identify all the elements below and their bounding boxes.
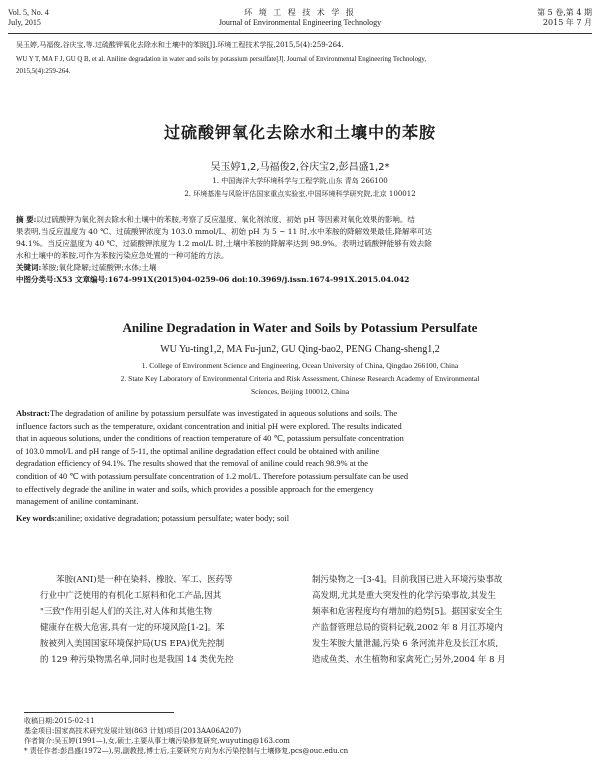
body-line: 造成鱼类、水生植物和家禽死亡;另外,2004 年 8 月 [312,655,506,665]
abstract-en-line: influence factors such as the temperature, oxidant concentration and initial pH were explored. The results indicated [16,421,402,431]
abstract-en-line: The degradation of aniline by potassium persulfate was investigated in aqueous solutions and soils. The [49,409,398,418]
authors-en: WU Yu-ting1,2, MA Fu-jun2, GU Qing-bao2, PENG Chang-sheng1,2 [160,344,440,355]
footnote-author: 作者简介:吴玉婷(1991—),女,硕士,主要从事土壤污染修复研究,wuyuting@163.com [24,737,290,745]
citation-en-line1: WU Y T, MA F J, GU Q B, et al. Aniline degradation in water and soils by potassium persulfate[J]. Journal of Environmental Engineering Technology, [16,56,427,63]
keywords-zh: 苯胺;氧化降解;过硫酸钾;水体;土壤 [41,263,157,272]
footnotes [24,716,348,756]
affiliation-zh-1: 1. 中国海洋大学环境科学与工程学院,山东 青岛 266100 [212,177,388,185]
journal-name-zh: 环 境 工 程 技 术 学 报 [244,8,356,17]
abstract-zh-label: 摘 要: [16,215,37,224]
header-volume: Vol. 5, No. 4 July, 2015 [8,8,49,27]
body-line: 苯胺(ANI)是一种在染料、橡胶、军工、医药等 [56,575,233,585]
abstract-en-line: condition of 40 ℃ with potassium persulfate concentration of 1.2 mol/L. Therefore potassium persulfate can be used [16,471,409,481]
body-line: 制污染物之一[3-4]。目前我国已进入环境污染事故 [312,575,503,585]
keywords-zh-label: 关键词: [16,263,42,272]
body-line: 行业中广泛使用的有机化工原料和化工产品,因其 [40,591,222,601]
header-issue: 第 5 卷,第 4 期 2015 年 7 月 [537,8,592,27]
citation-zh: 吴玉婷,马福俊,谷庆宝,等.过硫酸钾氧化去除水和土壤中的苯胺[J].环境工程技术学报,2015,5(4):259-264. [16,41,344,49]
header-journal [0,8,600,28]
body-line: 产监督管理总局的资料记载,2002 年 8 月江苏境内 [312,623,503,633]
affiliation-en-3: Sciences, Beijing 100012, China [250,387,350,396]
footnote-funding: 基金项目:国家高技术研究发展计划(863 计划)项目(2013AA06A207) [24,727,242,735]
body-line: 胺被列入美国国家环境保护局(US EPA)优先控制 [40,639,225,649]
abstract-en-label: Abstract: [16,409,50,418]
abstract-zh-line: 果表明,当反应温度为 40 ℃、过硫酸钾浓度为 103.0 mmol/L、初始 pH 为 5 ~ 11 时,水中苯胺的降解效果最佳,降解率可达 [16,227,432,236]
footnote-rule [24,712,174,713]
keywords-en-label: Key words: [16,513,58,523]
abstract-zh-line: 94.1%。当反应温度为 40 ℃、过硫酸钾浓度为 1.2 mol/L 时,土壤中苯胺的降解率达到 98.9%。表明过硫酸钾能够有效去除 [16,239,432,248]
abstract-en-line: management of aniline contaminant. [16,497,139,507]
article-meta: 中图分类号:X53 文章编号:1674-991X(2015)04-0259-06 doi:10.3969/j.issn.1674-991X.2015.04.042 [16,275,410,284]
body-column-left [40,572,288,668]
body-line: 高发期,尤其是重大突发性的化学污染事故,其发生 [312,591,496,601]
footnote-received: 收稿日期:2015-02-11 [24,717,95,725]
abstract-zh-line: 水和土壤中的苯胺,可作为苯胺污染应急处置的一种可能的方法。 [16,251,229,260]
abstract-zh-line: 以过硫酸钾为氧化剂去除水和土壤中的苯胺,考察了反应温度、氧化剂浓度、初始 pH 等因素对氧化效果的影响。结 [36,215,415,224]
paper-title-en: Aniline Degradation in Water and Soils by Potassium Persulfate [122,320,478,335]
paper-title-zh: 过硫酸钾氧化去除水和土壤中的苯胺 [163,123,436,142]
body-line: 的 129 种污染物黑名单,同时也是我国 14 类优先控 [40,655,234,665]
affiliation-en-1: 1. College of Environment Science and Engineering, Ocean University of China, Qingdao 266100, China [141,361,459,370]
body-line: 发生苯胺大量泄漏,污染 6 条河流并危及长江水质, [312,639,499,649]
body-column-right [312,572,562,668]
authors-zh: 吴玉婷1,2,马福俊2,谷庆宝2,彭昌盛1,2* [210,162,390,173]
body-line: 频率和危害程度均有增加的趋势[5]。据国家安全生 [312,607,503,617]
affiliation-zh-2: 2. 环境基准与风险评估国家重点实验室,中国环境科学研究院,北京 100012 [184,190,416,198]
affiliation-en-2: 2. State Key Laboratory of Environmental Criteria and Risk Assessment, Chinese Research Academy of Environmental [120,374,480,383]
abstract-en-line: to effectively degrade the aniline in water and soils, which provides a possible approach for the emergency [16,484,374,494]
abstract-en [16,408,584,525]
abstract-en-line: of 103.0 mmol/L and pH range of 5-11, the optimal aniline degradation effect could be obtained with aniline [16,446,380,456]
footnote-corresponding: * 责任作者:彭昌盛(1972—),男,副教授,博士后,主要研究方向为水污染控制与土壤修复,pcs@ouc.edu.cn [24,747,349,755]
body-line: 健康存在极大危害,具有一定的环境风险[1-2]。苯 [40,623,225,633]
keywords-en: aniline; oxidative degradation; potassium persulfate; water body; soil [57,513,290,523]
header-rule [8,33,592,34]
abstract-en-line: that in aqueous solutions, under the conditions of reaction temperature of 40 ℃, potassium persulfate concentration [16,434,404,444]
citation-en-line2: 2015,5(4):259-264. [16,67,71,75]
abstract-zh [16,214,584,286]
abstract-en-line: degradation efficiency of 94.1%. The results showed that the removal of aniline could reach 98.9% at the [16,459,369,469]
journal-name-en: Journal of Environmental Engineering Technology [218,18,382,27]
body-line: "三致"作用引起人们的关注,对人体和其他生物 [40,607,213,617]
